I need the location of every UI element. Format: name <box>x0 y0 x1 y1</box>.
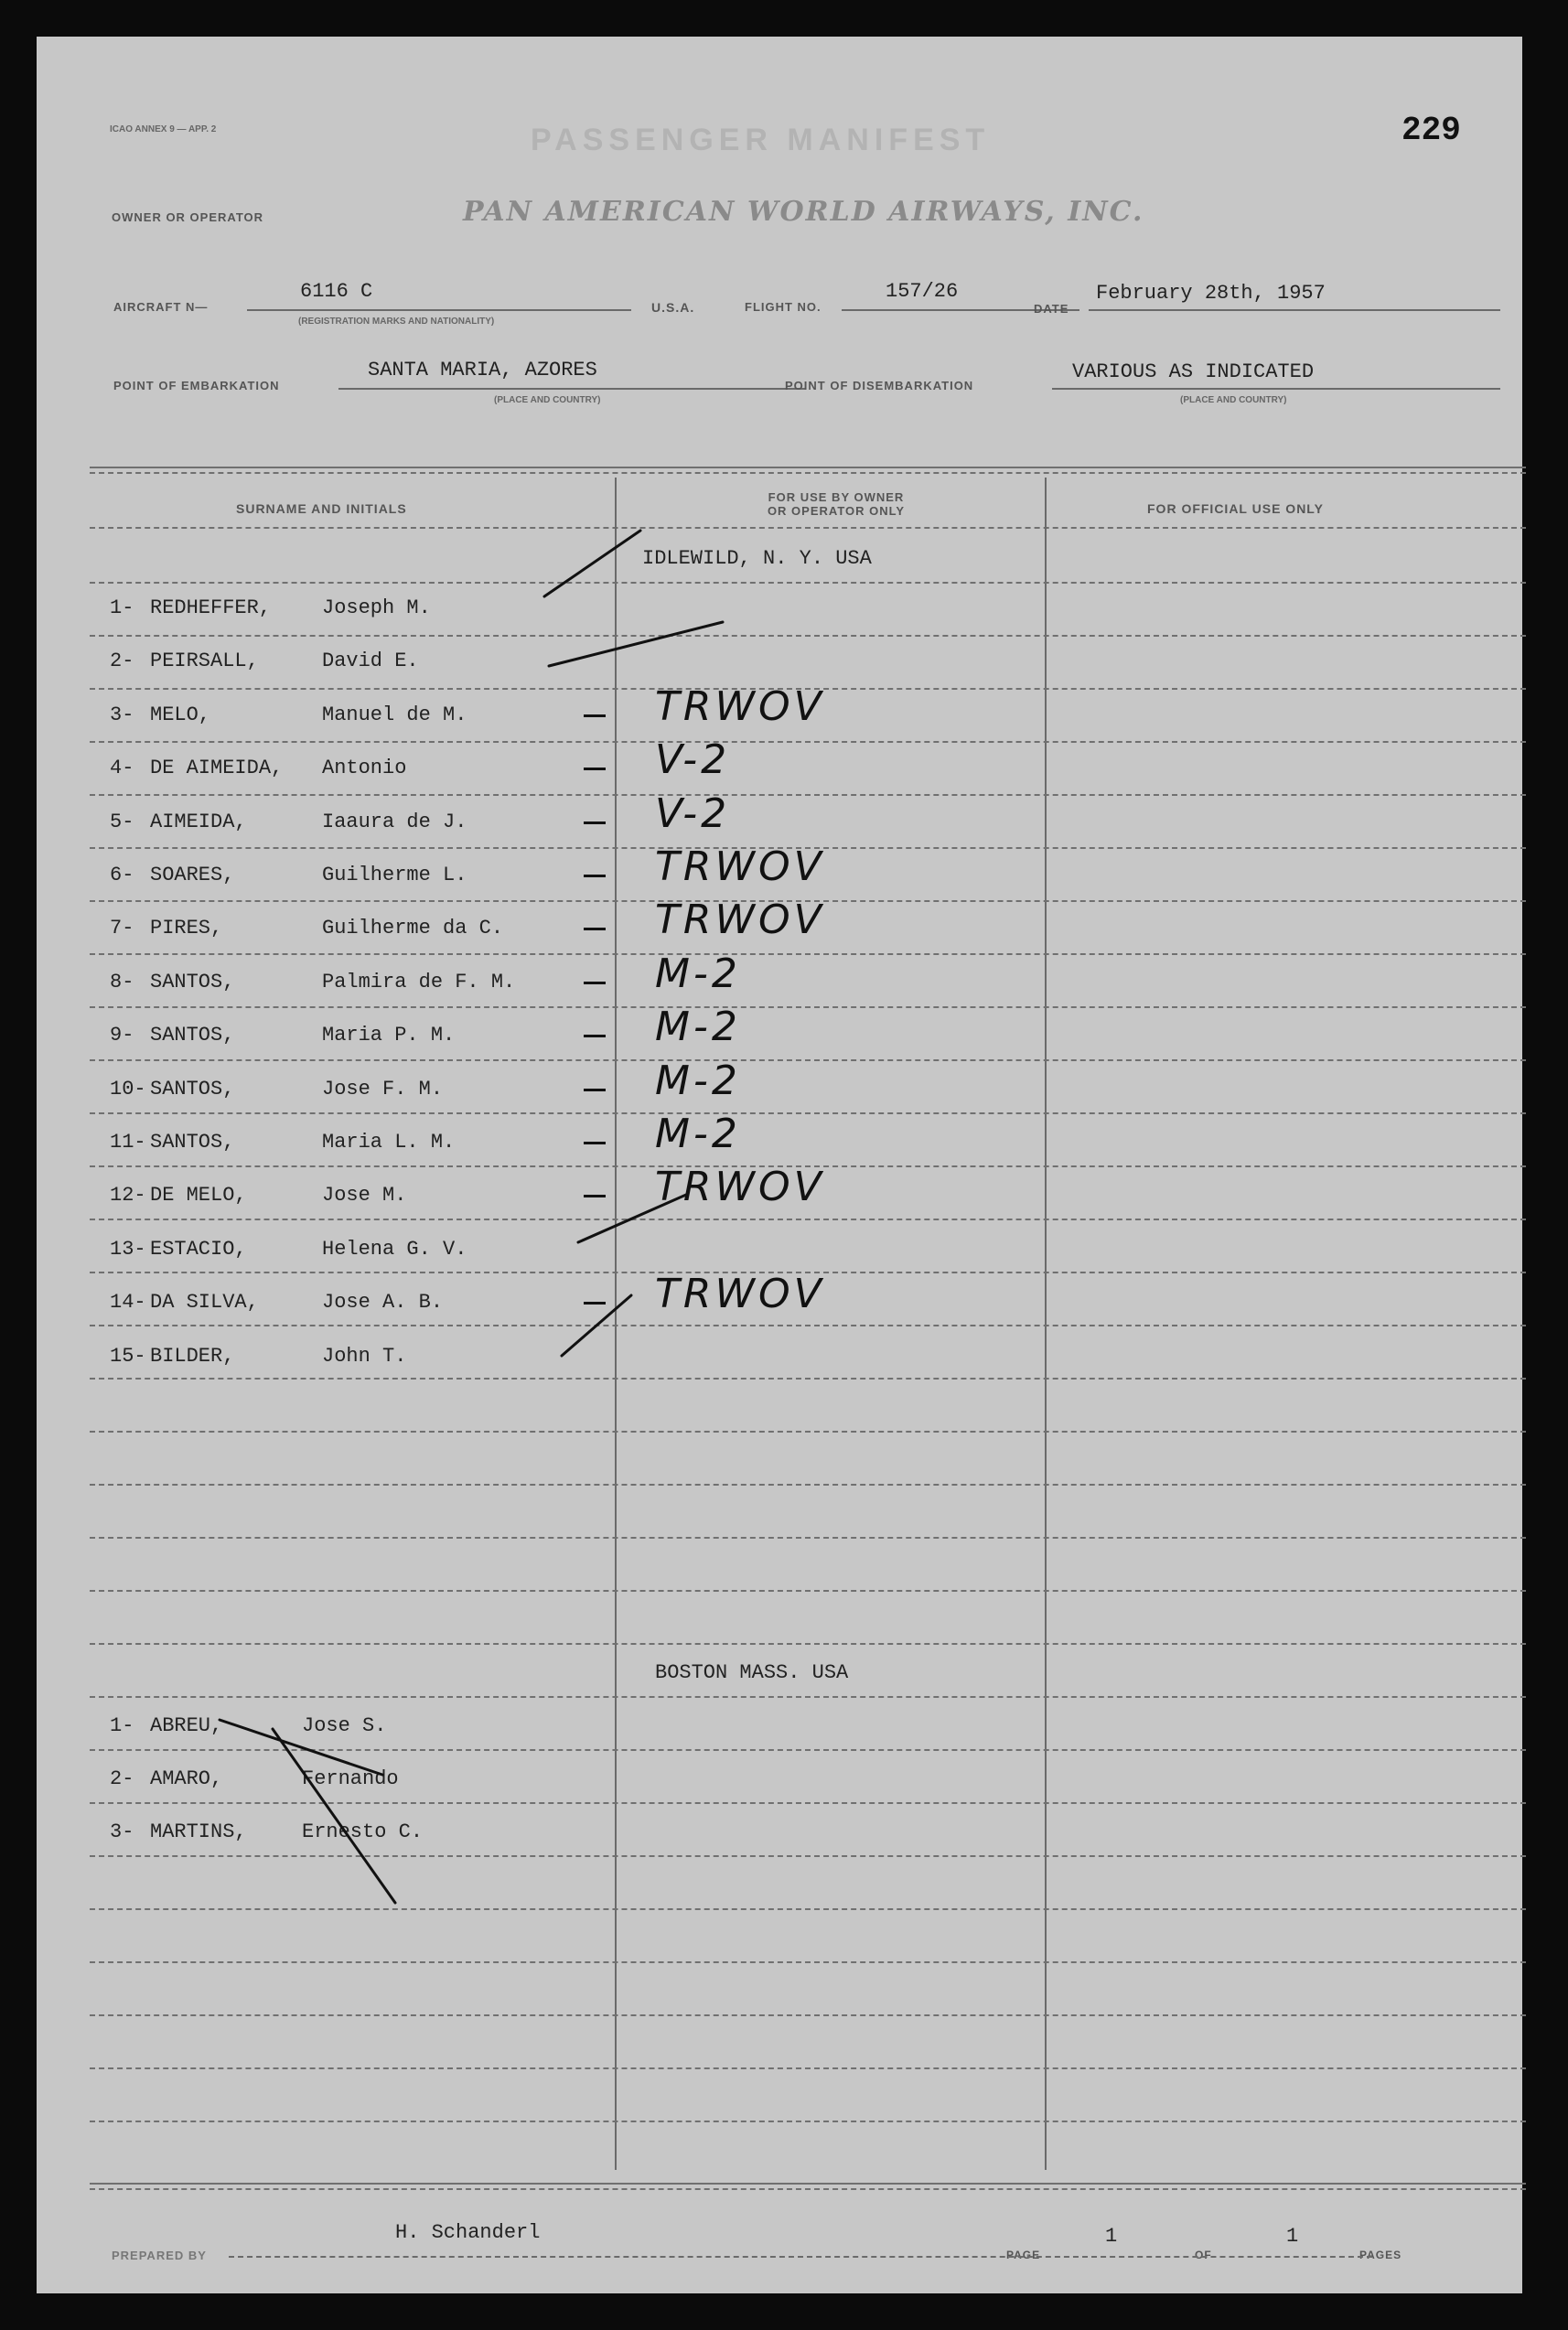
col-owner-header-2: OR OPERATOR ONLY <box>767 504 906 518</box>
passenger-surname: PIRES, <box>150 917 223 940</box>
disembarkation-label: POINT OF DISEMBARKATION <box>785 379 974 392</box>
passenger-number: 2- <box>110 650 134 673</box>
flight-label: FLIGHT NO. <box>745 300 822 314</box>
prepared-by: H. Schanderl <box>395 2221 541 2244</box>
date-value: February 28th, 1957 <box>1096 282 1326 305</box>
passenger-given-names: Manuel de M. <box>322 703 467 726</box>
passenger-surname: AIMEIDA, <box>150 810 247 833</box>
passenger-surname: SANTOS, <box>150 970 235 993</box>
passenger-given-names: Guilherme da C. <box>322 917 504 940</box>
aircraft-value: 6116 C <box>300 280 373 303</box>
flight-value: 157/26 <box>886 280 959 303</box>
passenger-number: 4- <box>110 757 134 780</box>
embarkation-value: SANTA MARIA, AZORES <box>368 359 597 381</box>
handwritten-visa-code: TRWOV <box>655 1164 825 1211</box>
passenger-number: 11- <box>110 1131 146 1154</box>
destination-boston: BOSTON MASS. USA <box>655 1661 849 1684</box>
passenger-surname: ESTACIO, <box>150 1237 247 1261</box>
handwritten-visa-code: TRWOV <box>655 1271 825 1318</box>
page-value: 1 <box>1105 2225 1118 2248</box>
passenger-given-names: Guilherme L. <box>322 864 467 886</box>
form-code: ICAO ANNEX 9 — APP. 2 <box>110 124 217 134</box>
passenger-surname: ABREU, <box>150 1714 223 1737</box>
owner-label: OWNER OR OPERATOR <box>112 210 264 224</box>
passenger-number: 13- <box>110 1237 146 1261</box>
passenger-surname: SOARES, <box>150 864 235 886</box>
passenger-given-names: Jose S. <box>302 1714 387 1737</box>
passenger-given-names: Maria P. M. <box>322 1024 456 1047</box>
passenger-surname: PEIRSALL, <box>150 650 259 673</box>
passenger-surname: MARTINS, <box>150 1820 247 1843</box>
handwritten-visa-code: TRWOV <box>655 682 825 730</box>
handwritten-visa-code: V-2 <box>655 789 731 837</box>
handwritten-strokes <box>37 37 1522 2293</box>
disembark-place-caption: (PLACE AND COUNTRY) <box>1180 395 1287 405</box>
passenger-number: 3- <box>110 1820 134 1843</box>
passenger-number: 5- <box>110 810 134 833</box>
passenger-surname: SANTOS, <box>150 1131 235 1154</box>
passenger-surname: AMARO, <box>150 1767 223 1790</box>
passenger-number: 1- <box>110 596 134 619</box>
passenger-number: 14- <box>110 1291 146 1315</box>
handwritten-visa-code: TRWOV <box>655 897 825 944</box>
passenger-surname: SANTOS, <box>150 1024 235 1047</box>
strike-stroke-6 <box>273 1729 395 1903</box>
date-label: DATE <box>1034 302 1069 316</box>
handwritten-visa-code: M-2 <box>655 1111 741 1157</box>
country-label: U.S.A. <box>651 300 695 315</box>
strike-stroke-2 <box>549 622 723 666</box>
passenger-given-names: Antonio <box>322 757 407 780</box>
passenger-number: 7- <box>110 917 134 940</box>
handwritten-visa-code: TRWOV <box>655 843 825 890</box>
passenger-given-names: John T. <box>322 1344 407 1368</box>
passenger-surname: REDHEFFER, <box>150 596 272 619</box>
passenger-surname: BILDER, <box>150 1344 235 1368</box>
strike-stroke-3 <box>578 1195 686 1242</box>
embarkation-label: POINT OF EMBARKATION <box>113 379 280 392</box>
page-number: 229 <box>1402 112 1461 149</box>
passenger-given-names: Jose F. M. <box>322 1077 444 1101</box>
col-surname-header: SURNAME AND INITIALS <box>236 501 407 516</box>
passenger-given-names: Joseph M. <box>322 596 431 619</box>
passenger-number: 9- <box>110 1024 134 1047</box>
passenger-number: 3- <box>110 703 134 726</box>
handwritten-visa-code: M-2 <box>655 950 741 997</box>
handwritten-visa-code: M-2 <box>655 1057 741 1104</box>
passenger-given-names: David E. <box>322 650 419 673</box>
passenger-number: 12- <box>110 1184 146 1208</box>
passenger-number: 15- <box>110 1344 146 1368</box>
of-value: 1 <box>1286 2225 1299 2248</box>
passenger-surname: MELO, <box>150 703 211 726</box>
page-label: PAGE <box>1006 2249 1041 2261</box>
passenger-number: 6- <box>110 864 134 886</box>
passenger-given-names: Jose M. <box>322 1184 407 1208</box>
manifest-sheet <box>37 37 1522 2293</box>
passenger-given-names: Jose A. B. <box>322 1291 444 1315</box>
passenger-number: 8- <box>110 970 134 993</box>
registration-caption: (REGISTRATION MARKS AND NATIONALITY) <box>298 317 495 327</box>
passenger-given-names: Iaaura de J. <box>322 810 467 833</box>
disembarkation-value: VARIOUS AS INDICATED <box>1072 360 1315 383</box>
embark-place-caption: (PLACE AND COUNTRY) <box>494 395 601 405</box>
handwritten-visa-code: M-2 <box>655 1004 741 1051</box>
of-label: OF <box>1195 2249 1212 2261</box>
passenger-number: 10- <box>110 1077 146 1101</box>
col-owner-header-1: FOR USE BY OWNER <box>768 490 905 504</box>
destination-idlewild: IDLEWILD, N. Y. USA <box>642 547 872 570</box>
passenger-surname: DE AIMEIDA, <box>150 757 284 780</box>
passenger-given-names: Helena G. V. <box>322 1237 467 1261</box>
strike-stroke-4 <box>562 1295 631 1356</box>
passenger-number: 1- <box>110 1714 134 1737</box>
handwritten-visa-code: V-2 <box>655 736 731 784</box>
pages-label: PAGES <box>1359 2249 1402 2261</box>
col-official-header: FOR OFFICIAL USE ONLY <box>1147 501 1324 516</box>
passenger-given-names: Fernando <box>302 1767 399 1790</box>
prepared-label: PREPARED BY <box>112 2249 207 2262</box>
strike-stroke-1 <box>544 531 640 596</box>
passenger-surname: DA SILVA, <box>150 1291 259 1315</box>
passenger-given-names: Ernesto C. <box>302 1820 424 1843</box>
airline-name: PAN AMERICAN WORLD AIRWAYS, INC. <box>463 196 1144 228</box>
strike-stroke-5 <box>220 1720 382 1775</box>
form-title: PASSENGER MANIFEST <box>531 123 991 157</box>
passenger-surname: SANTOS, <box>150 1077 235 1101</box>
passenger-surname: DE MELO, <box>150 1184 247 1208</box>
passenger-given-names: Palmira de F. M. <box>322 970 516 993</box>
aircraft-label: AIRCRAFT N— <box>113 300 209 314</box>
passenger-given-names: Maria L. M. <box>322 1131 456 1154</box>
passenger-number: 2- <box>110 1767 134 1790</box>
